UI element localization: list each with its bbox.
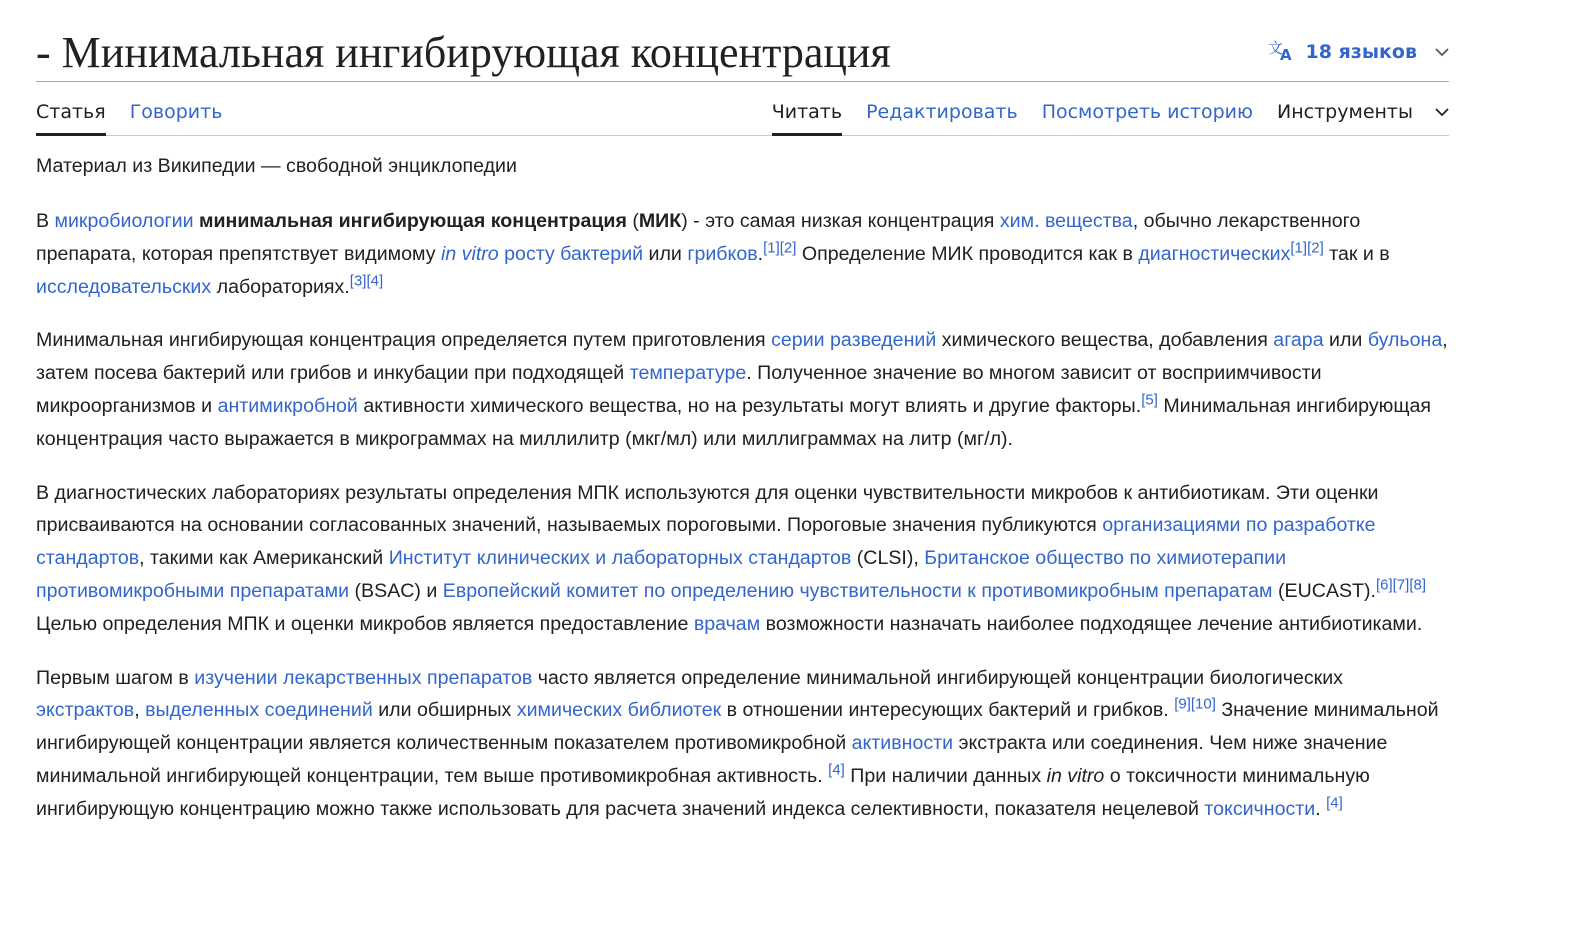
reference-group bbox=[350, 272, 383, 289]
link-chemical-libraries[interactable]: химических библиотек bbox=[516, 699, 722, 722]
text: Целью определения МПК и оценки микробов является предоставление bbox=[36, 612, 694, 635]
text: так и в bbox=[1323, 242, 1390, 265]
text: . Полученное значение во многом зависит от восприимчивости микроорганизмов и bbox=[36, 362, 1322, 417]
link-fungi[interactable]: грибков bbox=[687, 242, 758, 265]
link-toxicity[interactable]: токсичности bbox=[1204, 797, 1316, 820]
reference-link[interactable]: [1] bbox=[763, 239, 780, 257]
tab-article[interactable]: Статья bbox=[36, 88, 106, 135]
tools-label: Инструменты bbox=[1277, 100, 1413, 123]
svg-text:A: A bbox=[1279, 45, 1292, 62]
link-isolated-compounds[interactable]: выделенных соединений bbox=[145, 699, 373, 722]
text: возможности назначать наиболее подходящее лечение антибиотиками. bbox=[760, 612, 1423, 635]
text: . bbox=[1315, 797, 1327, 820]
reference-link[interactable]: [4] bbox=[366, 272, 384, 290]
paragraph-1 bbox=[36, 205, 1449, 303]
language-count: 18 языков bbox=[1305, 41, 1417, 63]
text: В bbox=[36, 210, 55, 232]
text: Минимальная ингибирующая концентрация часто выражается в микрограммах на миллилитр (мкг/мл) или миллиграммах на литр (мг/л). bbox=[36, 394, 1431, 450]
text: или bbox=[1323, 329, 1368, 352]
text: часто является определение минимальной ингибирующей концентрации биологических bbox=[532, 666, 1343, 689]
link-extracts[interactable]: экстрактов bbox=[36, 699, 135, 722]
text: , обычно лекарственного препарата, которая препятствует видимому bbox=[36, 210, 1361, 265]
reference-link[interactable]: [9] bbox=[1174, 695, 1191, 713]
reference-group bbox=[1141, 391, 1158, 408]
reference-link[interactable]: [3] bbox=[349, 272, 367, 290]
link-serial-dilution[interactable]: серии разведений bbox=[771, 329, 937, 352]
text: в отношении интересующих бактерий и грибков. bbox=[721, 699, 1175, 722]
article-body bbox=[36, 150, 1449, 847]
namespace-tabs bbox=[36, 88, 246, 135]
link-microbiology[interactable]: микробиологии bbox=[54, 210, 194, 232]
link-clsi[interactable]: Институт клинических и лабораторных стандартов bbox=[388, 547, 852, 570]
tools-menu[interactable] bbox=[1277, 88, 1449, 135]
link-drug-discovery[interactable]: изучении лекарственных препаратов bbox=[194, 666, 533, 689]
bold-abbr: МИК bbox=[638, 210, 682, 232]
link-temperature[interactable]: температуре bbox=[629, 362, 747, 385]
link-antimicrobial[interactable]: антимикробной bbox=[217, 394, 358, 417]
reference-group bbox=[1174, 696, 1216, 713]
text: ) - это самая низкая концентрация bbox=[681, 210, 1000, 232]
tab-talk[interactable]: Говорить bbox=[129, 100, 223, 123]
paragraph-4 bbox=[36, 662, 1449, 826]
text: ( bbox=[626, 210, 639, 232]
link-bacterial-growth[interactable]: росту бактерий bbox=[504, 242, 644, 265]
reference-group bbox=[763, 239, 796, 256]
reference-group bbox=[1376, 576, 1426, 593]
italic-text: in vitro bbox=[1046, 764, 1105, 787]
page-title: - Минимальная ингибирующая концентрация bbox=[36, 28, 891, 77]
reference-link[interactable]: [2] bbox=[779, 239, 797, 257]
text: Значение минимальной ингибирующей концентрации является количественным показателем противомикробной bbox=[36, 699, 1439, 755]
text: , bbox=[134, 699, 146, 722]
text: (CLSI), bbox=[851, 547, 925, 570]
reference-group bbox=[1290, 239, 1323, 256]
paragraph-3 bbox=[36, 477, 1449, 641]
link-broth[interactable]: бульона bbox=[1367, 329, 1443, 352]
language-selector[interactable] bbox=[1268, 36, 1449, 68]
link-in-vitro[interactable] bbox=[441, 243, 499, 265]
reference-link[interactable]: [6] bbox=[1375, 576, 1393, 594]
reference-link[interactable]: [7] bbox=[1392, 576, 1410, 594]
tab-read[interactable]: Читать bbox=[772, 88, 842, 135]
chevron-down-icon bbox=[1435, 107, 1449, 117]
link-diagnostic[interactable]: диагностических bbox=[1138, 242, 1291, 265]
text: экстракта или соединения. Чем ниже значение минимальной ингибирующей концентрации, тем выше противомикробная активность. bbox=[36, 732, 1388, 787]
svg-text:文: 文 bbox=[1267, 38, 1283, 57]
text: Минимальная ингибирующая концентрация определяется путем приготовления bbox=[36, 329, 772, 352]
link-bsac[interactable]: Британское общество по химиотерапии противомикробными препаратами bbox=[36, 547, 1287, 602]
text: В диагностических лабораториях результаты определения МПК используются для оценки чувствительности микробов к антибиотикам. Эти оценки присваиваются на основании согласованных значений, называемых пороговыми. Пороговые значения публикуются bbox=[36, 481, 1379, 537]
view-tabs bbox=[748, 88, 1449, 135]
page-tabs bbox=[36, 88, 1449, 136]
paragraph-2 bbox=[36, 324, 1449, 455]
reference-link[interactable]: [5] bbox=[1141, 391, 1158, 409]
tab-edit[interactable]: Редактировать bbox=[866, 100, 1018, 123]
reference-link[interactable]: [8] bbox=[1409, 576, 1427, 594]
link-research[interactable]: исследовательских bbox=[36, 275, 212, 298]
text: о токсичности минимальную ингибирующую концентрацию можно также использовать для расчета значений индекса селективности, показателя нецелевой bbox=[36, 764, 1370, 820]
link-physicians[interactable]: врачам bbox=[693, 612, 761, 635]
text: активности химического вещества, но на результаты могут влиять и другие факторы. bbox=[357, 394, 1142, 417]
text: химического вещества, добавления bbox=[936, 329, 1274, 352]
link-chemical[interactable]: хим. вещества bbox=[999, 210, 1133, 232]
bold-term: минимальная ингибирующая концентрация bbox=[198, 210, 627, 232]
text: . bbox=[757, 242, 764, 265]
reference-group bbox=[828, 761, 845, 778]
reference-link[interactable]: [4] bbox=[828, 761, 845, 779]
text: (EUCAST). bbox=[1272, 579, 1376, 602]
text: , затем посева бактерий или грибов и инкубации при подходящей bbox=[36, 329, 1448, 385]
chevron-down-icon bbox=[1435, 47, 1449, 57]
site-tagline: Материал из Википедии — свободной энциклопедии bbox=[36, 155, 517, 177]
link-eucast[interactable]: Европейский комитет по определению чувствительности к противомикробным препаратам bbox=[442, 579, 1273, 602]
tab-history[interactable]: Посмотреть историю bbox=[1041, 100, 1254, 123]
text: или bbox=[643, 242, 688, 265]
text: лабораториях. bbox=[211, 275, 350, 298]
text: (BSAC) и bbox=[349, 579, 443, 602]
text: При наличии данных bbox=[844, 764, 1047, 787]
translate-icon bbox=[1268, 38, 1296, 67]
reference-link[interactable]: [10] bbox=[1190, 695, 1216, 713]
text: , такими как Американский bbox=[139, 547, 389, 570]
reference-link[interactable]: [2] bbox=[1307, 239, 1324, 257]
reference-link[interactable]: [1] bbox=[1290, 239, 1308, 257]
link-activity[interactable]: активности bbox=[851, 732, 954, 755]
text: Определение МИК проводится как в bbox=[796, 242, 1139, 265]
text: Первым шагом в bbox=[36, 666, 195, 689]
link-agar[interactable]: агара bbox=[1273, 329, 1324, 352]
link-standards-organizations[interactable]: организациями по разработке стандартов bbox=[36, 514, 1376, 570]
reference-group bbox=[1326, 794, 1343, 811]
text: или обширных bbox=[372, 699, 517, 722]
article-header bbox=[36, 0, 1449, 82]
reference-link[interactable]: [4] bbox=[1326, 794, 1343, 812]
italic-link-text: in vitro bbox=[440, 242, 499, 265]
